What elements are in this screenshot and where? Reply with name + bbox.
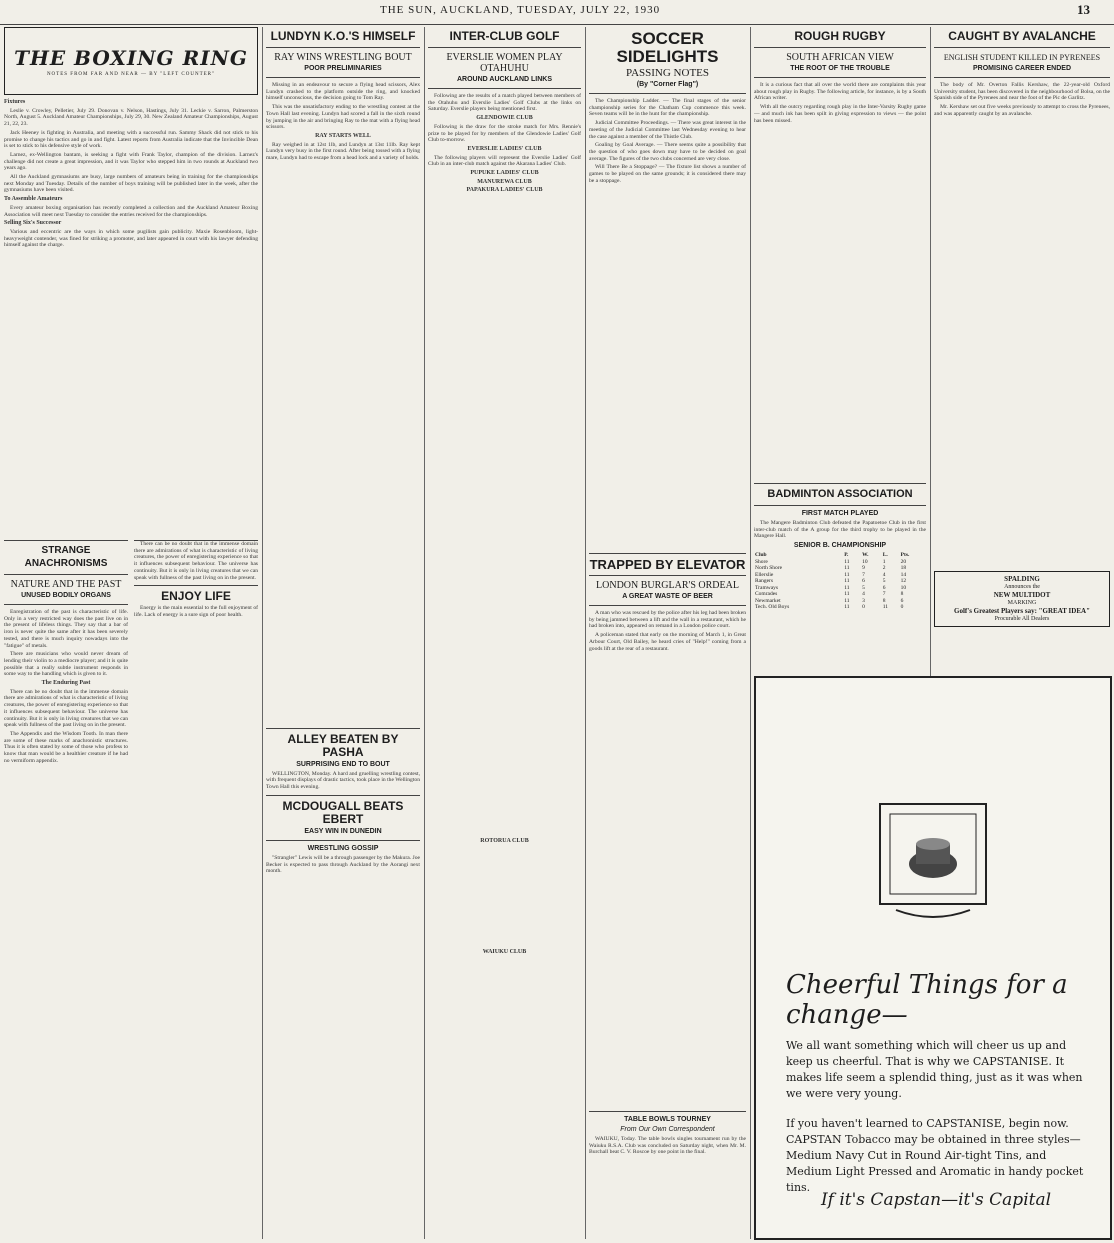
badminton-deck: FIRST MATCH PLAYED: [801, 510, 879, 517]
spalding-quote: Golf's Greatest Players say: "GREAT IDEA": [954, 607, 1090, 615]
column-rule: [262, 27, 263, 1239]
boxing-para: Jack Heeney is fighting in Australia, and meeting with a successful run. Sammy Shack did not stick to his promise to change his tactics and go in and fight. Latest reports from Australia indicate that the Invincible Dean is set to stick to his defensive style of work.: [4, 129, 258, 150]
boxing-para: All the Auckland gymnasiums are busy, large numbers of amateurs being in training for the championships next Monday and Tuesday. Details of the number of boys training will be published later in the week, after the gymnasiums have been visited.: [4, 174, 258, 194]
table-cell: 5: [862, 584, 865, 591]
elevator-subhead: LONDON BURGLAR'S ORDEAL: [596, 580, 739, 591]
column-rule: [424, 27, 425, 1239]
table-header-cell: Club: [755, 552, 767, 559]
capstan-para: If you haven't learned to CAPSTANISE, begin now. CAPSTAN Tobacco may be obtained in three styles—Medium Navy Cut in Round Air-tight Tins, and Medium Light Pressed and Aromatic in handy pocket tins.: [786, 1117, 1084, 1194]
golf-headline: INTER-CLUB GOLF: [449, 29, 560, 43]
fixtures-list: Leslie v. Crowley, Pelletier, July 29. Donovan v. Nelson, Hastings, July 31. Leckie v. Sarron, Palmerston North, August 5. Auckland Amateur Championships, July 29, 30. New Zealand Amateur Championships, August 21, 22, 23.: [4, 107, 258, 128]
capstan-headline: Cheerful Things for a change—: [786, 970, 1068, 1030]
golf-deck: AROUND AUCKLAND LINKS: [456, 76, 552, 83]
golf-club-heading: EVERSLIE LADIES' CLUB: [467, 145, 542, 152]
table-cell: 11: [844, 597, 850, 604]
table-cell: 7: [882, 591, 886, 598]
table-cell: 11: [844, 565, 850, 572]
table-header-cell: Pts.: [900, 552, 910, 559]
soccer-para: Goaling by Goal Average. — There seems quite a possibility that the question of who goes down may have to be decided on goal average. The figures of the two clubs concerned are very close.: [589, 142, 746, 162]
column-wrestling: [266, 27, 420, 1239]
column-avalanche: [934, 27, 1110, 667]
enjoy-life-headline: ENJOY LIFE: [161, 589, 231, 604]
spalding-brand: SPALDING: [1004, 575, 1040, 583]
table-row: [754, 604, 926, 611]
soccer-para: Judicial Committee Proceedings. — There was great interest in the meeting of the Judicial Committee last Wednesday evening to hear the case against a member of the Thistle Club.: [589, 120, 746, 140]
soccer-para: The Championship Ladder. — The final stages of the senior championship series for the Chatham Cup commence this week. Seven teams will be in the hunt for the championship.: [589, 98, 746, 118]
avalanche-body: [934, 82, 1110, 118]
table-cell: 7: [862, 571, 865, 578]
alley-body: [266, 771, 420, 791]
anachronisms-subhead: NATURE AND THE PAST: [10, 579, 122, 590]
golf-club-heading: GLENDOWIE CLUB: [476, 115, 533, 122]
boxing-para: Every amateur boxing organisation has recently completed a collection and the Auckland Amateur Boxing Association will meet next Tuesday to consider the entries received for the championships.: [4, 204, 258, 218]
avalanche-headline: CAUGHT BY AVALANCHE: [948, 29, 1096, 43]
golf-para: Following is the draw for the stroke match for Mrs. Rennie's prize to be played for by members of the Glendowie Ladies' Golf Club to-morrow.: [428, 123, 581, 144]
golf-body: [428, 93, 581, 956]
boxing-para: Larnez, ex-Wellington bantam, is seeking a fight with Frank Taylor, champion of the division. Larnez's challenge did not create a great impression, and it was Taylor who stepped him in two rounds at Auckland two years ago.: [4, 151, 258, 172]
lundyn-subhead: RAY WINS WRESTLING BOUT: [274, 52, 412, 63]
table-cell: Tramways: [755, 584, 779, 591]
table-cell: 11: [844, 584, 850, 591]
anachronisms-body: [4, 609, 128, 764]
elevator-deck: A GREAT WASTE OF BEER: [622, 593, 713, 600]
capstan-tagline: If it's Capstan—it's Capital: [820, 1190, 1052, 1210]
table-cell: Comrades: [755, 591, 778, 598]
mcdougall-headline: MCDOUGALL BEATS EBERT: [282, 798, 404, 826]
table-cell: 3: [862, 597, 865, 604]
lundyn-subhead-2: RAY STARTS WELL: [315, 132, 371, 139]
spalding-line: Announces the: [1004, 584, 1040, 590]
column-rule: [750, 27, 751, 1239]
wrestling-gossip-headline: WRESTLING GOSSIP: [307, 844, 379, 852]
bowls-para: WAIUKU, Today. The table bowls singles tournament run by the Waiuku R.S.A. Club was concluded on Saturday night, when Mr. M. Burchall beat C. V. Roscoe by one point in the final.: [589, 1136, 746, 1156]
table-header-cell: L.: [882, 552, 888, 559]
table-cell: 9: [862, 565, 865, 572]
anachronisms-para: The Appendix and the Wisdom Tooth. In man there are some of these marks of anachronistic structures. Thus it is often stated by some of those who profess to know that man would be a healthier creature if he had no vermiform appendix.: [4, 730, 128, 764]
spalding-line: MARKING: [1007, 600, 1037, 606]
boxing-article: [4, 99, 258, 249]
boxing-subhead: Selling Six's Successor: [4, 220, 62, 227]
table-cell: 1: [882, 558, 886, 565]
alley-para: WELLINGTON, Monday. A hard and gruelling wrestling contest, with frequent displays of drastic tactics, took place in the Wellington Town Hall this evening.: [266, 770, 420, 791]
golf-para: Following are the results of a match played between members of the Otahuhu and Everslie Ladies' Golf Clubs at the links on Saturday. Everslie players being mentioned first.: [428, 93, 581, 113]
table-cell: 20: [900, 558, 907, 565]
golf-club-heading: WAIUKU CLUB: [482, 948, 527, 955]
table-cell: 6: [862, 578, 865, 585]
soccer-byline: (By "Corner Flag"): [636, 81, 699, 88]
table-cell: 8: [882, 597, 886, 604]
lundyn-para: Missing in an endeavour to secure a flying head scissors, Alex Lundyn crashed to the platform outside the ring, and knocked himself unconscious, the decision going to Tom Ray.: [266, 82, 420, 102]
anachronisms-para: Enregistration of the past is characteristic of life. Only in a very restricted way does the past live on in the present of lifeless things. They say that a bar of iron is never quite the same after it has been severely tested, and there is much inquiry nowadays into the "fatigue" of metals.: [4, 609, 128, 649]
rugby-para: With all the outcry regarding rough play in the Inter-Varsity Rugby game — and much ink has been spilt in giving expression to views — the point has been missed.: [754, 104, 926, 124]
table-header-cell: W.: [862, 552, 869, 559]
avalanche-para: The body of Mr. Overton Fallis Kershaw, the 22-year-old Oxford University student, has been discovered in the neighbourhood of Bolsa, on the Spanish side of the Pyrenees and near the foot of the Pic de Garlitz.: [934, 82, 1110, 102]
anachronisms-deck: UNUSED BODILY ORGANS: [21, 592, 111, 599]
rugby-deck: THE ROOT OF THE TROUBLE: [790, 65, 890, 72]
alley-headline: ALLEY BEATEN BY PASHA: [287, 731, 399, 759]
column-anachronisms: [4, 540, 128, 1240]
page-number: 13: [1077, 2, 1090, 17]
column-golf: [428, 27, 581, 1239]
avalanche-deck: PROMISING CAREER ENDED: [972, 65, 1071, 72]
rugby-headline: ROUGH RUGBY: [794, 29, 886, 43]
column-soccer: [589, 27, 746, 1239]
lundyn-para: This was the unsatisfactory ending to the wrestling contest at the Town Hall last evening. Lundyn had scored a fall in the sixth round by jumping in the air and bringing Ray to the mat with a flying head scissors.: [266, 104, 420, 131]
spalding-dealers: Procurable All Dealers: [994, 616, 1050, 622]
table-header-cell: P.: [844, 552, 849, 559]
soccer-subhead: PASSING NOTES: [625, 67, 710, 79]
capstan-para: We all want something which will cheer us up and keep us cheerful. That is why we CAPSTANISE. It makes life seem a splendid thing, just as it was when we were very young.: [786, 1039, 1083, 1100]
golf-club-heading: PAPAKURA LADIES' CLUB: [466, 187, 543, 194]
masthead-title: THE SUN, AUCKLAND, TUESDAY, JULY 22, 1930: [380, 4, 661, 16]
mcdougall-deck: EASY WIN IN DUNEDIN: [304, 827, 382, 835]
table-cell: Ellerslie: [755, 571, 774, 578]
boxing-ring-banner: [4, 27, 258, 95]
lundyn-deck: POOR PRELIMINARIES: [304, 65, 382, 72]
golf-club-heading: MANUREWA CLUB: [477, 178, 532, 185]
boxing-subtitle: NOTES FROM FAR AND NEAR — BY "LEFT COUNTER": [46, 71, 216, 77]
elevator-para: A policeman stated that early on the morning of March 1, in Great Arbour Court, Old Bailey, he heard cries of "Help!" coming from a goods lift at the rear of a restaurant.: [589, 632, 746, 652]
spalding-product: NEW MULTIDOT: [993, 591, 1051, 599]
table-cell: 11: [844, 604, 850, 611]
table-cell: 0: [900, 604, 904, 611]
elevator-body: [589, 610, 746, 652]
table-cell: 11: [844, 571, 850, 578]
elevator-headline: TRAPPED BY ELEVATOR: [589, 557, 746, 572]
alley-deck: SURPRISING END TO BOUT: [296, 760, 390, 768]
table-cell: 11: [844, 558, 850, 565]
column-rugby: [754, 27, 926, 667]
avalanche-subhead: ENGLISH STUDENT KILLED IN PYRENEES: [943, 53, 1101, 62]
table-cell: 6: [900, 597, 904, 604]
table-cell: 4: [862, 591, 865, 598]
championship-table: [754, 552, 926, 611]
anachronisms-continued: [134, 541, 258, 581]
bowls-body: [589, 1136, 746, 1156]
badminton-para: The Mangere Badminton Club defeated the Papatoetoe Club in the first inter-club match of the A group for the third trophy to be played in the Mangere Hall.: [754, 520, 926, 540]
table-cell: 8: [900, 591, 904, 598]
tobacco-tin-illustration: [866, 798, 1000, 928]
rugby-subhead: SOUTH AFRICAN VIEW: [786, 52, 894, 63]
anachronisms-para: There are musicians who would never dream of lending their violin to a mediocre player; and it is quite possible that a really subtle instrument responds in some way to the handling which is given to it.: [4, 651, 128, 678]
table-cell: Shore: [755, 558, 768, 565]
table-cell: 6: [882, 584, 886, 591]
senior-b-heading: SENIOR B. CHAMPIONSHIP: [793, 542, 887, 550]
anachronisms-headline: STRANGE ANACHRONISMS: [24, 545, 108, 569]
table-cell: 14: [900, 571, 907, 578]
table-cell: 11: [844, 591, 850, 598]
capstan-advertisement: [754, 676, 1112, 1240]
enjoy-life-body: [134, 605, 258, 618]
wrestling-gossip-para: "Strangler" Lewis will be a through passenger by the Makura. Joe Becker is expected to pass through Auckland by the Aorangi next month.: [266, 854, 420, 875]
boxing-title: THE BOXING RING: [14, 45, 248, 70]
column-rule: [585, 27, 586, 1239]
table-cell: North Shore: [755, 565, 783, 572]
golf-club-heading: ROTORUA CLUB: [480, 838, 529, 845]
avalanche-para: Mr. Kershaw set out five weeks previously to attempt to cross the Pyrenees, and was apparently caught by an avalanche.: [934, 104, 1110, 117]
column-enjoy-life: [134, 540, 258, 1240]
table-cell: 12: [900, 578, 907, 585]
fixtures-heading: Fixtures: [4, 99, 26, 105]
table-cell: Tech. Old Boys: [755, 604, 790, 611]
table-cell: 11: [844, 578, 850, 585]
bowls-byline: From Our Own Correspondent: [620, 1126, 715, 1133]
lundyn-headline: LUNDYN K.O.'S HIMSELF: [270, 29, 416, 43]
badminton-headline: BADMINTON ASSOCIATION: [767, 488, 913, 500]
anachronisms-subhead-2: The Enduring Past: [41, 680, 91, 687]
rugby-body: [754, 82, 926, 124]
table-cell: 10: [862, 558, 868, 565]
rugby-para: It is a curious fact that all over the world there are complaints this year about rough play in Rugby. The following article, for instance, is by a South African writer.: [754, 82, 926, 102]
soccer-headline: SOCCER SIDELIGHTS: [616, 29, 719, 66]
spalding-advert: [934, 571, 1110, 627]
soccer-body: [589, 98, 746, 184]
golf-para: The following players will represent the Everslie Ladies' Golf Club in an inter-club match against the Akarana Ladies' Club.: [428, 154, 581, 168]
table-cell: Rangers: [755, 578, 774, 585]
soccer-para: Will There Be a Stoppage? — The fixture list shows a number of games to be played on the same grounds; it is considered there may be a stoppage.: [589, 164, 746, 184]
boxing-para: Various and eccentric are the ways in which some pugilists gain publicity. Maxie Rosenbloom, light-heavyweight contender, was fined for striking a promoter, and later appeared in court with his lawyer defending himself against the charge.: [4, 228, 258, 249]
table-cell: 18: [900, 565, 907, 572]
anachronisms-para: There can be no doubt that in the immense domain there are admirations of what is characteristic of living creatures, the power of enregistering experience so that it influences subsequent behaviour. The universe has continuity. But it is only in living creatures that we can speak with fullness of the past living on in the present.: [134, 541, 258, 581]
golf-club-heading: PUPUKE LADIES' CLUB: [470, 170, 539, 177]
enjoy-life-para: Energy is the main essential to the full enjoyment of life. Lack of energy is a sure sign of poor health.: [134, 605, 258, 618]
bowls-headline: TABLE BOWLS TOURNEY: [624, 1116, 711, 1123]
table-cell: 0: [862, 604, 865, 611]
anachronisms-para: There can be no doubt that in the immense domain there are admirations of what is characteristic of living creatures, the power of enregistering experience so that it influences subsequent behaviour. The universe has continuity. But it is only in living creatures that we can speak with fullness of the past living on in the present.: [4, 688, 128, 729]
table-cell: 2: [882, 565, 886, 572]
table-cell: 4: [882, 571, 886, 578]
elevator-para: A man who was rescued by the police after his leg had been broken by being jammed between a lift and the wall in a restaurant, which he had broken into, appeared on remand in a London police court.: [589, 610, 746, 630]
lundyn-para: Ray weighed in at 12st 1lb, and Lundyn at 13st 11lb. Ray kept Lundyn very busy in the first round. After being tossed with a flying mare, Lundyn had to escape from a head lock and a variety of holds.: [266, 141, 420, 162]
badminton-body: [754, 520, 926, 540]
boxing-subhead: To Assemble Amateurs: [4, 196, 63, 203]
table-cell: Newmarket: [755, 597, 781, 604]
masthead: [0, 0, 1114, 25]
table-cell: 11: [882, 604, 888, 611]
golf-subhead: EVERSLIE WOMEN PLAY OTAHUHU: [446, 52, 563, 74]
table-cell: 5: [882, 578, 886, 585]
lundyn-body: [266, 82, 420, 162]
table-cell: 10: [900, 584, 907, 591]
wrestling-gossip-body: [266, 855, 420, 875]
